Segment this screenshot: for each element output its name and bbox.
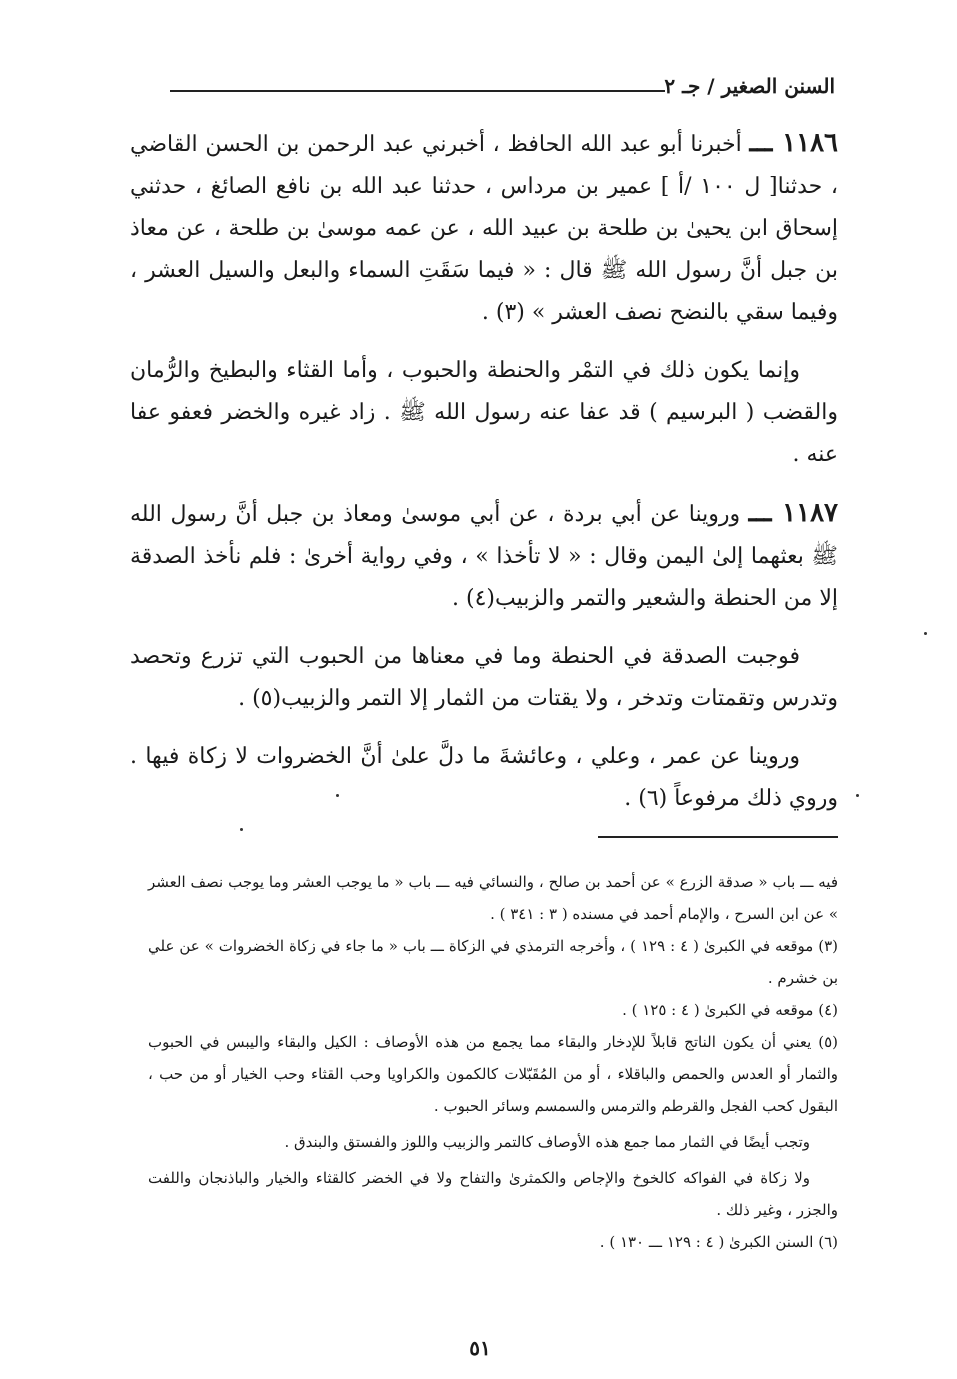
paragraph-commentary-2 xyxy=(130,636,838,720)
footnote-continued: فيه ـــ باب « صدقة الزرع » عن أحمد بن صالح ، والنسائي فيه ـــ باب « ما يوجب العشر وما يوجب نصف العشر » عن ابن السرح ، والإمام أحمد في مسنده ( ٣ : ٣٤١ ) . xyxy=(148,873,838,923)
scan-speck xyxy=(240,828,243,831)
paragraph-text: وروينا عن أبي بردة ، عن أبي موسىٰ ومعاذ بن جبل أنَّ رسول الله ﷺ بعثهما إلىٰ اليمن وقال : « لا تأخذا » ، وفي رواية أخرىٰ : فلم نأخذ الصدقة إلا من الحنطة والشعير والتمر والزبيب(٤) . xyxy=(130,502,838,611)
paragraph-text: أخبرنا أبو عبد الله الحافظ ، أخبرني عبد الرحمن بن الحسن القاضي ، حدثنا[ ل ١٠٠ /أ ] عمير بن مرداس ، حدثنا عبد الله بن نافع الصائغ ، حدثني إسحاق ابن يحيىٰ بن طلحة بن عبيد الله ، عن عمه موسىٰ بن طلحة ، عن معاذ بن جبل أنَّ رسول الله ﷺ قال : « فيما سَقَتِ السماء والبعل والسيل العشر ، وفيما سقي بالنضح نصف العشر » (٣) . xyxy=(130,132,839,325)
footnote-6: (٦) السنن الكبرىٰ ( ٤ : ١٢٩ ـــ ١٣٠ ) . xyxy=(599,1233,838,1251)
page-number: ٥١ xyxy=(469,1336,491,1360)
footnotes xyxy=(148,866,838,1258)
header-title: السنن الصغير / جـ ٢ xyxy=(664,74,835,98)
paragraph-commentary-1 xyxy=(130,350,838,476)
footnote-5: (٥) يعني أن يكون الناتج قابلاً للإدخار والبقاء مما يجمع من هذه الأوصاف : الكيل والبقاء واليبس في الحبوب والثمار أو العدس والحمص والباقلاء ، أو من المُقَبّلات كالكمون والكراويا وحب القثاء وحب الخيار أو من حب ، البقول كحب الفجل والقرطم والترمس والسمسم وسائر الحبوب . xyxy=(148,1033,838,1115)
footnote-separator xyxy=(598,836,838,838)
paragraph-text: وإنما يكون ذلك في التمْر والحنطة والحبوب ، وأما القثاء والبطيخ والرُّمان والقضب ( البرسيم ) قد عفا عنه رسول الله ﷺ . زاد غيره والخضر فعفو عفا عنه . xyxy=(130,358,838,467)
scan-speck xyxy=(336,794,339,797)
paragraph-text: فوجبت الصدقة في الحنطة وما في معناها من الحبوب التي تزرع وتحصد وتدرس وتقمتات وتدخر ، ولا يقتات من الثمار إلا التمر والزبيب(٥) . xyxy=(130,644,838,711)
footnote-3: (٣) موقعه في الكبرىٰ ( ٤ : ١٢٩ ) ، وأخرجه الترمذي في الزكاة ـــ باب « ما جاء في زكاة الخضروات » عن علي بن خشرم . xyxy=(148,937,838,987)
hadith-number: ١١٨٧ ـــ xyxy=(748,498,838,528)
footnote-5-continued-a: وتجب أيضًا في الثمار مما جمع هذه الأوصاف كالتمر والزبيب واللوز والفستق والبندق . xyxy=(284,1133,810,1151)
header-rule xyxy=(120,72,665,106)
paragraph-commentary-3 xyxy=(130,736,838,820)
scan-speck xyxy=(856,794,859,797)
main-text xyxy=(130,122,838,836)
scan-speck xyxy=(924,632,927,635)
running-header xyxy=(120,72,835,106)
paragraph-hadith-1187 xyxy=(130,492,838,620)
footnote-5-continued-b: ولا زكاة في الفواكه كالخوخ والإجاص والكمثرىٰ والتفاح ولا في الخضر كالقثاء والخيار والباذنجان واللفت والجزر ، وغير ذلك . xyxy=(148,1169,838,1219)
paragraph-text: وروينا عن عمر ، وعلي ، وعائشةَ ما دلَّ علىٰ أنَّ الخضروات لا زكاة فيها . وروي ذلك مرفوعاً (٦) . xyxy=(130,744,838,811)
hadith-number: ١١٨٦ ـــ xyxy=(749,128,838,158)
paragraph-hadith-1186 xyxy=(130,122,838,334)
footnote-4: (٤) موقعه في الكبرىٰ ( ٤ : ١٢٥ ) . xyxy=(622,1001,838,1019)
